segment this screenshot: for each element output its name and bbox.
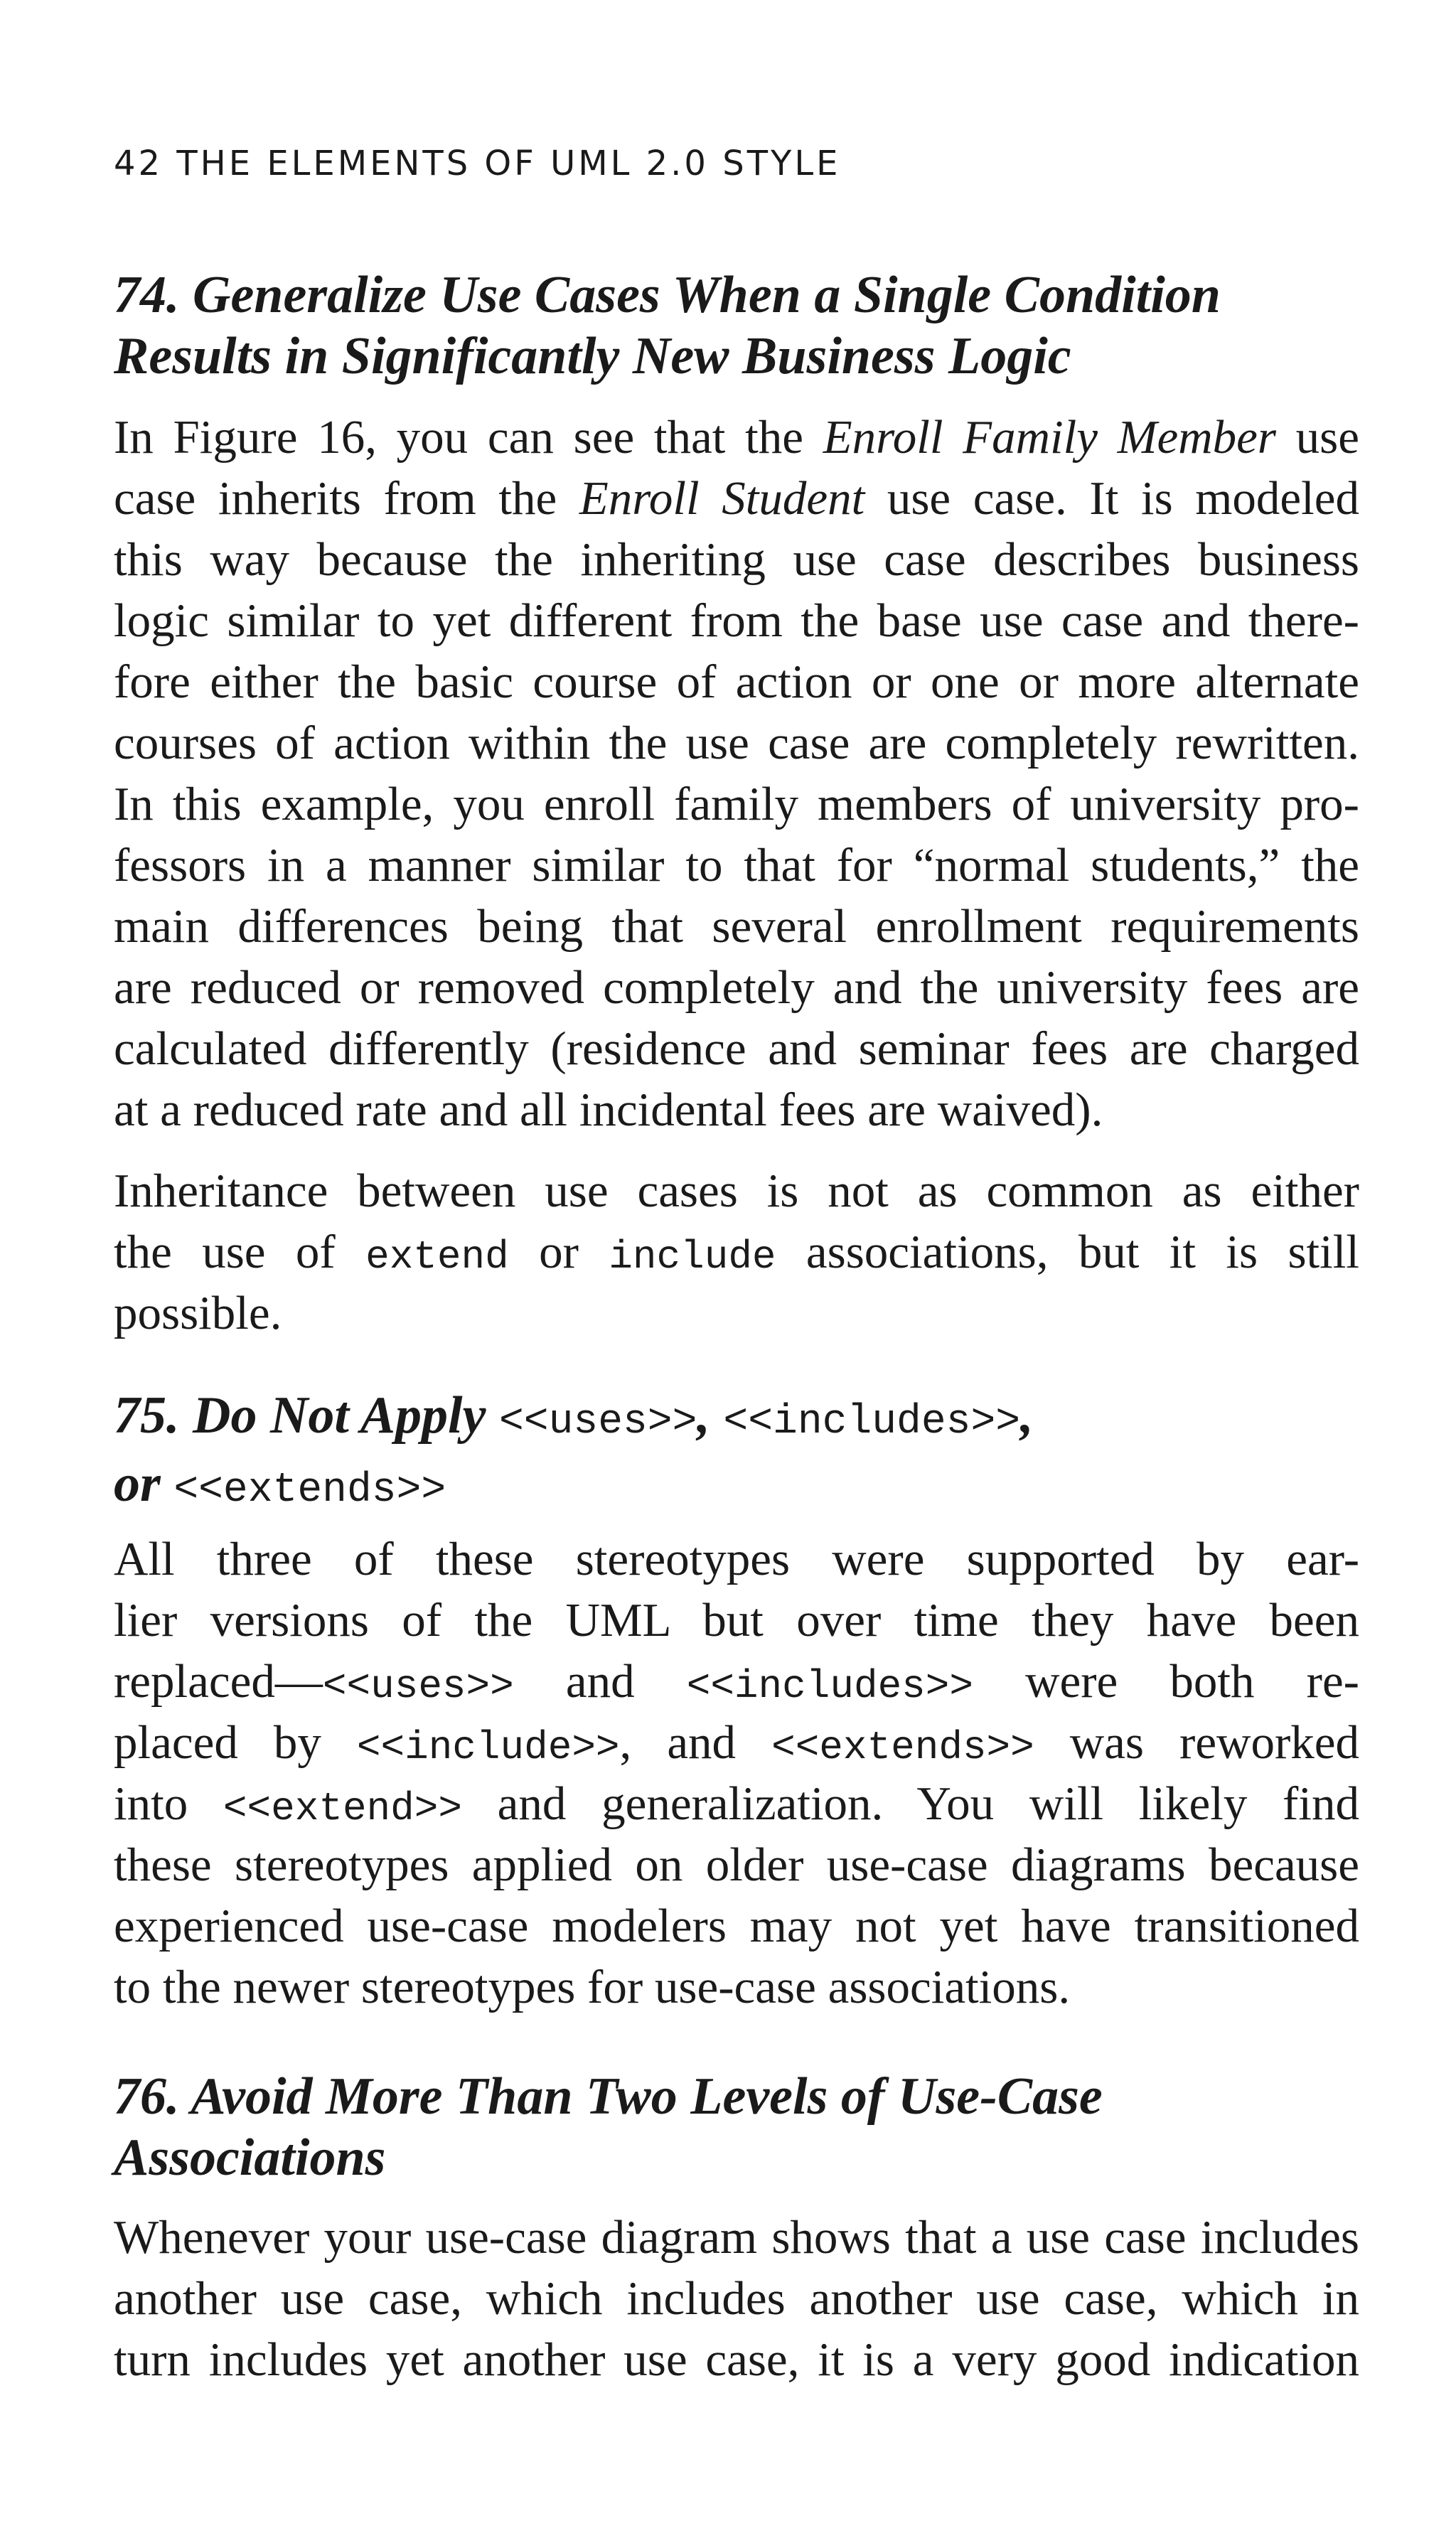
paragraph-line: this way because the inheriting use case describes business — [114, 533, 1359, 586]
paragraph-line: Inheritance between use cases is not as common as either — [114, 1165, 1359, 1217]
paragraph-line: possible. — [114, 1287, 282, 1339]
code-term: <<extend>> — [223, 1786, 462, 1831]
paragraph-line: In Figure 16, you can see that the Enroll Family Member use — [114, 411, 1359, 464]
code-term: <<extends>> — [173, 1467, 446, 1514]
paragraph-line: courses of action within the use case are completely rewritten. — [114, 717, 1359, 769]
code-term: extend — [365, 1234, 509, 1280]
paragraph-line: All three of these stereotypes were supported by ear- — [114, 1533, 1359, 1585]
code-term: include — [609, 1234, 776, 1280]
paragraph-line: placed by <<include>>, and <<extends>> was reworked — [114, 1716, 1359, 1770]
section-74-paragraph-1 — [114, 407, 1359, 1140]
paragraph-line: Whenever your use-case diagram shows that a use case includes — [114, 2211, 1359, 2264]
paragraph-line: In this example, you enroll family members of university pro- — [114, 778, 1359, 830]
section-75-heading — [114, 1385, 1359, 1521]
use-case-name: Enroll Student — [579, 472, 865, 525]
use-case-name: Enroll Family Member — [823, 411, 1276, 464]
paragraph-line: case inherits from the Enroll Student use case. It is modeled — [114, 472, 1359, 525]
paragraph-line: these stereotypes applied on older use-case diagrams because — [114, 1838, 1359, 1891]
code-term: <<includes>> — [723, 1399, 1021, 1445]
section-76-heading-line-2: Associations — [114, 2129, 386, 2187]
paragraph-line: are reduced or removed completely and the university fees are — [114, 961, 1359, 1014]
section-74-heading-line-1: 74. Generalize Use Cases When a Single Condition — [114, 266, 1221, 324]
paragraph-line: replaced—<<uses>> and <<includes>> were both re- — [114, 1655, 1359, 1709]
running-head: 42 THE ELEMENTS OF UML 2.0 STYLE — [114, 144, 841, 183]
paragraph-line: turn includes yet another use case, it is a very good indication — [114, 2333, 1359, 2386]
paragraph-line: lier versions of the UML but over time they have been — [114, 1594, 1359, 1647]
paragraph-line: another use case, which includes another use case, which in — [114, 2272, 1359, 2325]
paragraph-line: fessors in a manner similar to that for “normal students,” the — [114, 839, 1359, 892]
paragraph-line: into <<extend>> and generalization. You will likely find — [114, 1777, 1359, 1831]
code-term: <<extends>> — [771, 1725, 1034, 1770]
section-75-paragraph — [114, 1529, 1359, 2018]
code-term: <<include>> — [356, 1725, 620, 1770]
section-76-heading — [114, 2066, 1359, 2188]
section-76-heading-line-1: 76. Avoid More Than Two Levels of Use-Case — [114, 2067, 1103, 2126]
paragraph-line: at a reduced rate and all incidental fees are waived). — [114, 1083, 1103, 1136]
paragraph-line: to the newer stereotypes for use-case associations. — [114, 1961, 1071, 2013]
code-term: <<uses>> — [322, 1664, 514, 1709]
section-74-heading-line-2: Results in Significantly New Business Logic — [114, 327, 1071, 385]
code-term: <<uses>> — [498, 1399, 697, 1445]
section-75-heading-line-1: 75. Do Not Apply <<uses>>, <<includes>>, — [114, 1386, 1034, 1445]
paragraph-line: main differences being that several enrollment requirements — [114, 900, 1359, 953]
code-term: <<includes>> — [686, 1664, 973, 1709]
paragraph-line: experienced use-case modelers may not yet have transitioned — [114, 1900, 1359, 1952]
section-76-paragraph — [114, 2207, 1359, 2390]
section-74-heading — [114, 264, 1359, 387]
paragraph-line: calculated differently (residence and seminar fees are charged — [114, 1022, 1359, 1075]
paragraph-line: logic similar to yet different from the base use case and there- — [114, 594, 1359, 647]
paragraph-line: fore either the basic course of action or one or more alternate — [114, 655, 1359, 708]
paragraph-line: the use of extend or include associations, but it is still — [114, 1226, 1359, 1280]
section-75-heading-line-2: or <<extends>> — [114, 1455, 446, 1514]
section-74-paragraph-2 — [114, 1160, 1359, 1344]
